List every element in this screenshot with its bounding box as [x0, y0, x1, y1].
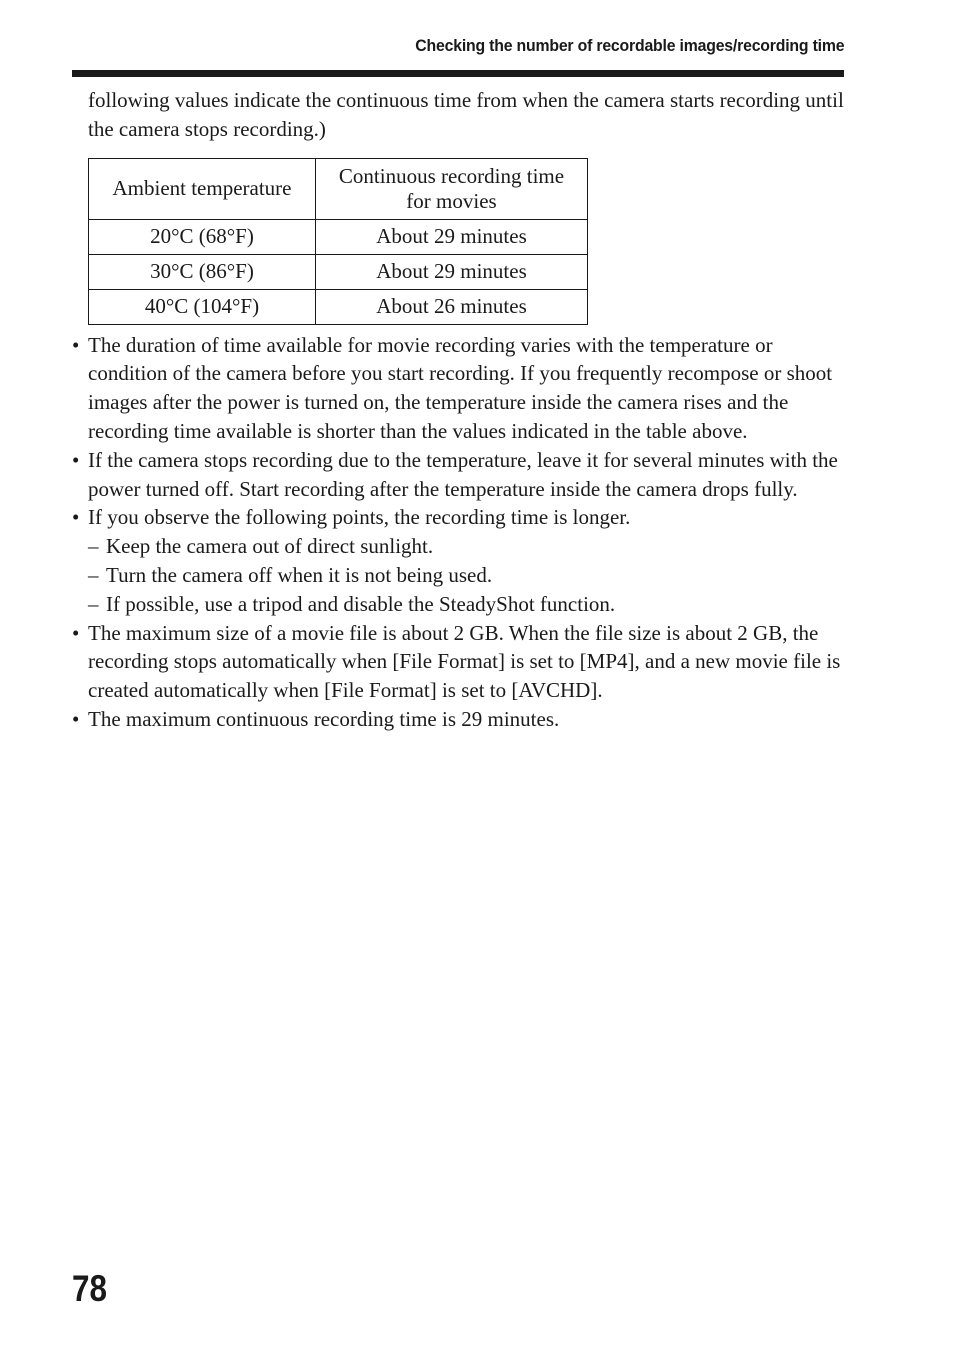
page-number: 78	[72, 1268, 107, 1309]
list-item	[72, 619, 844, 705]
table-row	[89, 219, 588, 254]
bullet-icon: •	[72, 332, 80, 357]
sub-list-item-text: If possible, use a tripod and disable the SteadyShot function.	[106, 591, 616, 616]
column-header-recording-time: Continuous recording time for movies	[316, 158, 588, 219]
sub-list-item	[88, 532, 844, 561]
list-item-text: If the camera stops recording due to the temperature, leave it for several minutes with the power turned off. Start recording after the temperature inside the camera drops fully.	[88, 447, 838, 501]
bullet-icon: •	[72, 505, 80, 530]
list-item-text: The duration of time available for movie recording varies with the temperature or condition of the camera before you start recording. If you frequently recompose or shoot images after the power is turned on, the temperature inside the camera rises and the recording time available is shorter than the values indicated in the table above.	[88, 332, 833, 443]
list-item-text: The maximum continuous recording time is 29 minutes.	[88, 706, 560, 731]
running-header: Checking the number of recordable images/recording time	[414, 36, 844, 55]
bullet-icon: •	[72, 620, 80, 645]
page-content	[72, 86, 844, 734]
list-item	[72, 503, 844, 618]
sub-list-item	[88, 561, 844, 590]
list-item	[72, 446, 844, 504]
table-cell-temperature: 40°C (104°F)	[89, 289, 316, 324]
list-item	[72, 331, 844, 446]
recording-time-table	[88, 158, 588, 325]
dash-icon: –	[88, 562, 99, 587]
table-header-row	[89, 158, 588, 219]
list-item-text: If you observe the following points, the recording time is longer.	[88, 505, 631, 530]
table-cell-time: About 29 minutes	[316, 219, 588, 254]
bullet-icon: •	[72, 447, 80, 472]
list-item	[72, 705, 844, 734]
table-cell-time: About 26 minutes	[316, 289, 588, 324]
dash-icon: –	[88, 534, 99, 559]
sub-list-item-text: Keep the camera out of direct sunlight.	[106, 534, 434, 559]
sub-list	[88, 532, 844, 618]
table-row	[89, 254, 588, 289]
bullet-icon: •	[72, 706, 80, 731]
list-item-text: The maximum size of a movie file is about 2 GB. When the file size is about 2 GB, the recording stops automatically when [File Format] is set to [MP4], and a new movie file is created automatically when [File Format] is set to [AVCHD].	[88, 620, 841, 703]
column-header-ambient-temperature: Ambient temperature	[89, 158, 316, 219]
header-rule	[72, 70, 844, 77]
table-cell-temperature: 30°C (86°F)	[89, 254, 316, 289]
table-row	[89, 289, 588, 324]
sub-list-item-text: Turn the camera off when it is not being used.	[106, 562, 493, 587]
sub-list-item	[88, 590, 844, 619]
intro-paragraph: following values indicate the continuous time from when the camera starts recording until the camera stops recording.)	[88, 88, 844, 141]
notes-list	[72, 331, 844, 734]
dash-icon: –	[88, 591, 99, 616]
table-cell-time: About 29 minutes	[316, 254, 588, 289]
table-cell-temperature: 20°C (68°F)	[89, 219, 316, 254]
